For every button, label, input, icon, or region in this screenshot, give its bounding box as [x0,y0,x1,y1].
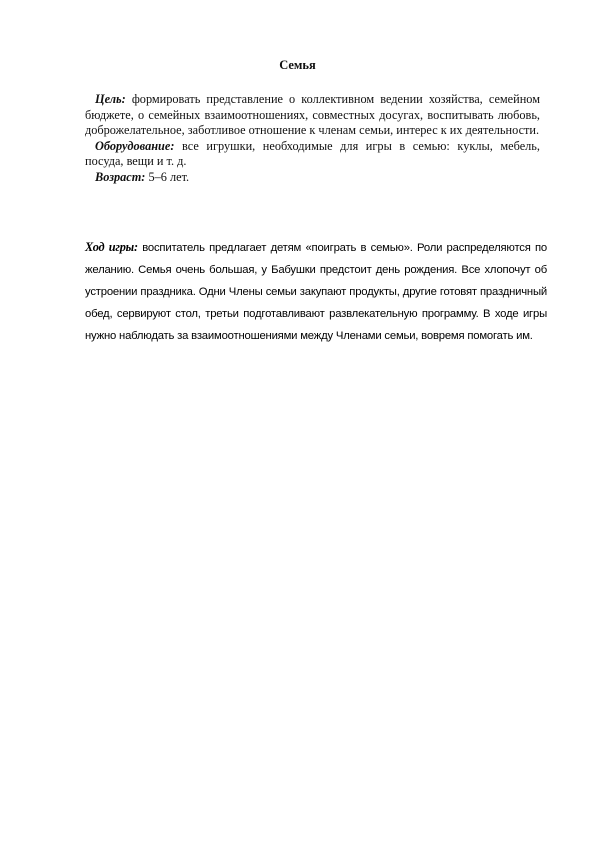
age-paragraph [85,170,540,186]
game-flow-paragraph [85,236,547,347]
equipment-label: Оборудование: [95,138,175,153]
description-block [85,92,540,186]
game-flow-text: воспитатель предлагает детям «поиграть в семью». Роли распределяются по желанию. Семья очень большая, у Бабушки предстоит день рождения. Все хлопочут об устроении праздника. Одни Члены семьи закупают продукты, другие готовят праздничный обед, сервируют стол, третьи подготавливают развлекательную программу. В ходе игры нужно наблюдать за взаимоотношениями между Членами семьи, вовремя помогать им. [85,242,547,342]
equipment-paragraph [85,139,540,170]
age-text: 5–6 лет. [145,169,190,184]
goal-paragraph [85,92,540,139]
document-title: Семья [279,58,316,72]
goal-label: Цель: [95,92,126,106]
game-flow-block [85,236,547,347]
age-label: Возраст: [95,169,146,184]
equipment-text: все игрушки, необходимые для игры в семью: куклы, мебель, посуда, вещи и т. д. [85,138,540,169]
game-flow-label: Ход игры: [85,240,138,254]
goal-text: формировать представление о коллективном ведении хозяйства, семейном бюджете, о семейных взаимоотношениях, совместных досугах, воспитывать любовь, доброжелательное, заботливое отношение к членам семьи, интерес к их деятельности. [85,92,540,138]
